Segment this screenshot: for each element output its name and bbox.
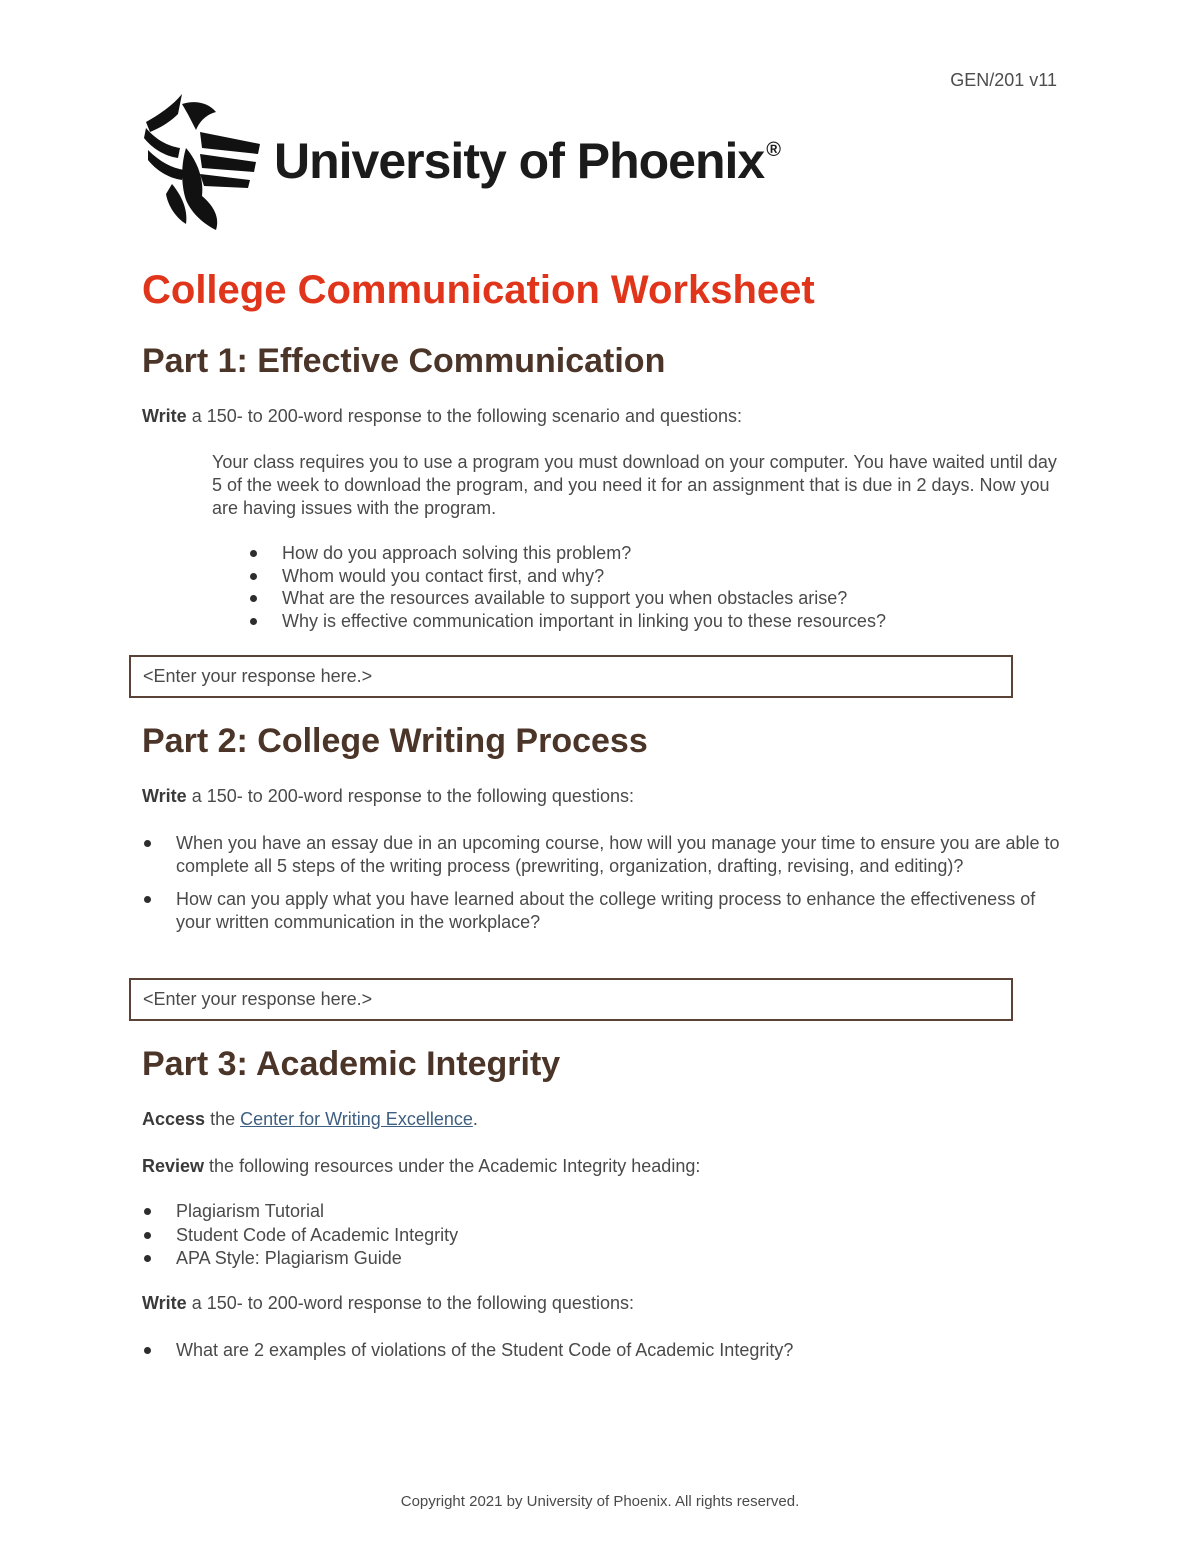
- list-item: How do you approach solving this problem?: [246, 542, 1046, 565]
- list-item: Plagiarism Tutorial: [140, 1200, 1040, 1224]
- list-item: Whom would you contact first, and why?: [246, 565, 1046, 588]
- list-item: When you have an essay due in an upcoming course, how will you manage your time to ensure you are able to complete all 5 steps of the writing process (prewriting, organization, drafting, revising, and editing)?: [140, 832, 1060, 877]
- part3-question-list: [140, 1339, 1040, 1362]
- phoenix-logo-icon: [142, 92, 267, 232]
- university-name: University of Phoenix ®: [274, 133, 780, 189]
- part1-heading: Part 1: Effective Communication: [142, 342, 666, 380]
- list-item: How can you apply what you have learned about the college writing process to enhance the effectiveness of your written communication in the workplace?: [140, 888, 1060, 933]
- part1-response-box[interactable]: [129, 655, 1013, 698]
- copyright-footer: Copyright 2021 by University of Phoenix. All rights reserved.: [400, 1493, 800, 1510]
- part2-instruction: Write a 150- to 200-word response to the following questions:: [142, 786, 634, 806]
- list-item: APA Style: Plagiarism Guide: [140, 1247, 1040, 1271]
- part3-heading: Part 3: Academic Integrity: [142, 1045, 561, 1083]
- part2-question-list: [140, 832, 1060, 933]
- part1-question-list: [246, 542, 1046, 632]
- part2-heading: Part 2: College Writing Process: [142, 722, 648, 760]
- list-item: Student Code of Academic Integrity: [140, 1224, 1040, 1248]
- part2-response-box[interactable]: [129, 978, 1013, 1021]
- list-item: What are 2 examples of violations of the Student Code of Academic Integrity?: [140, 1339, 1040, 1362]
- center-for-writing-excellence-link[interactable]: Center for Writing Excellence: [240, 1109, 473, 1129]
- part3-review-instruction: Review the following resources under the Academic Integrity heading:: [142, 1156, 701, 1176]
- part1-scenario: Your class requires you to use a program you must download on your computer. You have waited until day 5 of the week to download the program, and you need it for an assignment that is due in 2 days. Now you are having issues with the program.: [212, 452, 1057, 518]
- part1-response-input[interactable]: [131, 657, 1011, 696]
- part3-access-instruction: Access the Center for Writing Excellence.: [142, 1109, 478, 1129]
- document-version: GEN/201 v11: [950, 70, 1057, 90]
- list-item: What are the resources available to support you when obstacles arise?: [246, 587, 1046, 610]
- part3-instruction: Write a 150- to 200-word response to the following questions:: [142, 1293, 634, 1313]
- document-title: College Communication Worksheet: [142, 268, 815, 312]
- list-item: Why is effective communication important in linking you to these resources?: [246, 610, 1046, 633]
- part3-resource-list: [140, 1200, 1040, 1271]
- part2-response-input[interactable]: [131, 980, 1011, 1019]
- university-logo: [142, 92, 780, 232]
- part1-instruction: Write a 150- to 200-word response to the following scenario and questions:: [142, 406, 743, 426]
